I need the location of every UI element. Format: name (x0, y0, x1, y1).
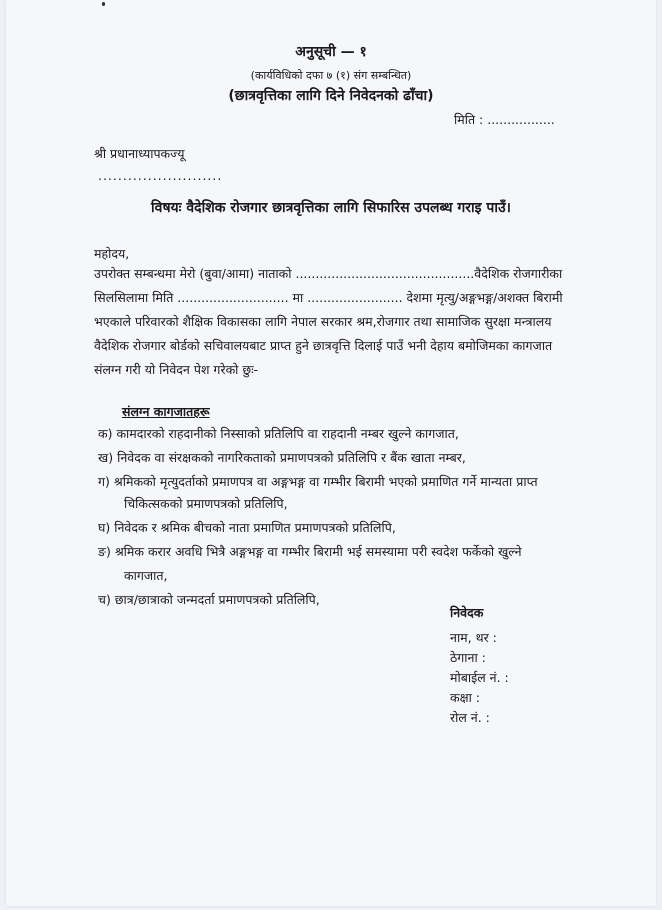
date-field: मिति : ................. (454, 112, 555, 127)
attachments-heading: संलग्न कागजातहरू (122, 404, 210, 419)
schedule-heading: अनुसूची — १ (295, 44, 367, 60)
attachment-item-cont: चिकित्सकको प्रमाणपत्रको प्रतिलिपि, (124, 496, 288, 511)
applicant-heading: निवेदक (450, 605, 484, 620)
attachment-item-cont: कागजात, (124, 568, 168, 583)
scan-speck (102, 2, 105, 6)
applicant-field: रोल नं. : (450, 710, 490, 725)
attachment-item: ङ) श्रमिक करार अवधि भित्रै अङ्गभङ्ग वा गम्भीर बिरामी भई समस्यामा परी स्वदेश फर्केको खुल्ने (98, 544, 522, 559)
body-line: संलग्न गरी यो निवेदन पेश गरेको छुः- (94, 362, 259, 377)
subject-line: विषयः वैदेशिक रोजगार छात्रवृत्तिका लागि सिफारिस उपलब्ध गराइ पाउँ। (151, 200, 511, 216)
attachment-item: क) कामदारको राहदानीको निस्साको प्रतिलिपि वा राहदानी नम्बर खुल्ने कागजात, (98, 426, 459, 441)
attachment-item: च) छात्र/छात्राको जन्मदर्ता प्रमाणपत्रको प्रतिलिपि, (98, 592, 320, 607)
attachment-item: ख) निवेदक वा संरक्षकको नागरिकताको प्रमाणपत्रको प्रतिलिपि र बैंक खाता नम्बर, (98, 450, 466, 465)
applicant-field: ठेगाना : (450, 650, 486, 665)
body-line: वैदेशिक रोजगार बोर्डको सचिवालयबाट प्राप्त हुने छात्रवृत्ति दिलाई पाउँ भनी देहाय बमोजिमका कागजात (94, 338, 553, 353)
attachment-item: घ) निवेदक र श्रमिक बीचको नाता प्रमाणित प्रमाणपत्रको प्रतिलिपि, (98, 520, 396, 535)
body-line: भएकाले परिवारको शैक्षिक विकासका लागि नेपाल सरकार श्रम,रोजगार तथा सामाजिक सुरक्षा मन्त्रालय (94, 314, 552, 329)
body-line: उपरोक्त सम्बन्धमा मेरो (बुवा/आमा) नाताको .............................................वैदेशिक रोजगारीका (94, 266, 563, 281)
addressee-name: श्री प्रधानाध्यापकज्यू (94, 146, 185, 161)
applicant-field: नाम, थर : (450, 630, 497, 645)
applicant-field: मोबाईल नं. : (450, 670, 509, 685)
addressee-blank: ......................... (98, 168, 223, 183)
reference-note: (कार्यविधिको दफा ७ (१) संग सम्बन्धित) (250, 69, 412, 82)
form-title: (छात्रवृत्तिका लागि दिने निवेदनको ढाँचा) (228, 88, 434, 104)
body-line: सिलसिलामा मिति ............................ मा ........................ देशमा मृत्यु/अङ्गभङ्ग/अशक्त बिरामी (94, 290, 563, 305)
document-page (6, 0, 656, 906)
salutation: महोदय, (94, 246, 130, 261)
applicant-field: कक्षा : (450, 690, 480, 705)
attachment-item: ग) श्रमिकको मृत्युदर्ताको प्रमाणपत्र वा अङ्गभङ्ग वा गम्भीर बिरामी भएको प्रमाणित गर्ने मान्यता प्राप्त (98, 474, 538, 489)
